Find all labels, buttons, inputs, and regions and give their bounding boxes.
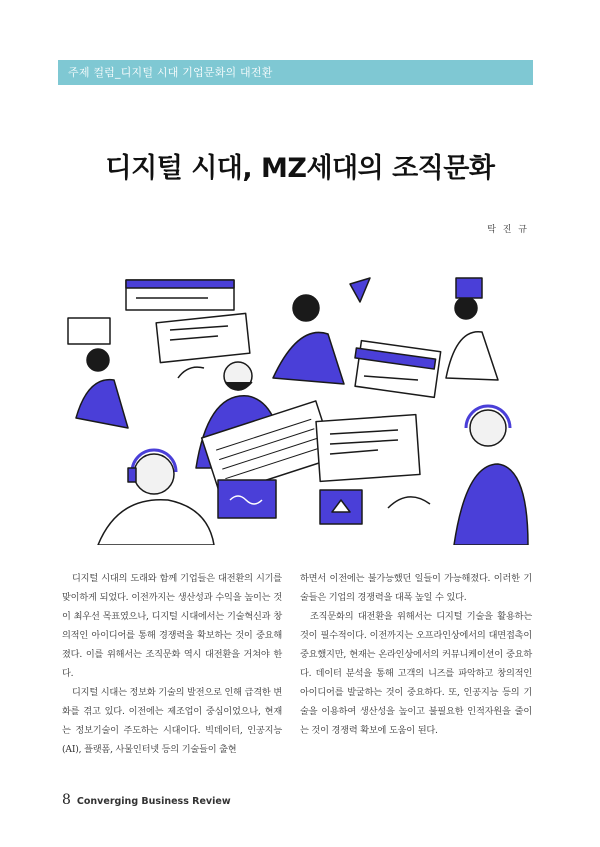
people-working-illustration	[58, 268, 533, 545]
page-number: 8	[62, 792, 71, 808]
paragraph: 디지털 시대는 정보화 기술의 발전으로 인해 급격한 변화를 겪고 있다. 이전에는 제조업이 중심이었으나, 현재는 정보기술이 주도하는 시대이다. 빅데이터, 인공지능(AI), 플랫폼, 사물인터넷 등의 기술들이 출현	[62, 687, 282, 755]
article-left-column	[62, 569, 282, 759]
paragraph: 하면서 이전에는 불가능했던 일들이 가능해졌다. 이러한 기술들은 기업의 경쟁력을 대폭 높일 수 있다.	[300, 573, 532, 603]
author-name: 탁 진 규	[487, 225, 529, 235]
section-banner: 주제 컬럼_디지털 시대 기업문화의 대전환	[58, 60, 533, 85]
paragraph: 디지털 시대의 도래와 함께 기업들은 대전환의 시기를 맞이하게 되었다. 이전까지는 생산성과 수익을 높이는 것이 최우선 목표였으나, 디지털 시대에서는 기술혁신과 창의적인 아이디어를 통해 경쟁력을 확보하는 것이 중요해졌다. 이를 위해서는 조직문화 역시 대전환을 거쳐야 한다.	[62, 573, 282, 679]
page-footer	[62, 792, 231, 808]
article-right-column	[300, 569, 532, 740]
paragraph: 조직문화의 대전환을 위해서는 디지털 기술을 활용하는 것이 필수적이다. 이전까지는 오프라인상에서의 대면접촉이 중요했지만, 현재는 온라인상에서의 커뮤니케이션이 중요하다. 데이터 분석을 통해 고객의 니즈를 파악하고 창의적인 아이디어를 발굴하는 것이 중요하다. 또, 인공지능 등의 기술을 이용하여 생산성을 높이고 불필요한 인적자원을 줄이는 것이 경쟁력 확보에 도움이 된다.	[300, 611, 532, 736]
page-title: 디지털 시대, MZ세대의 조직문화	[105, 153, 495, 184]
journal-name: Converging Business Review	[76, 796, 231, 807]
